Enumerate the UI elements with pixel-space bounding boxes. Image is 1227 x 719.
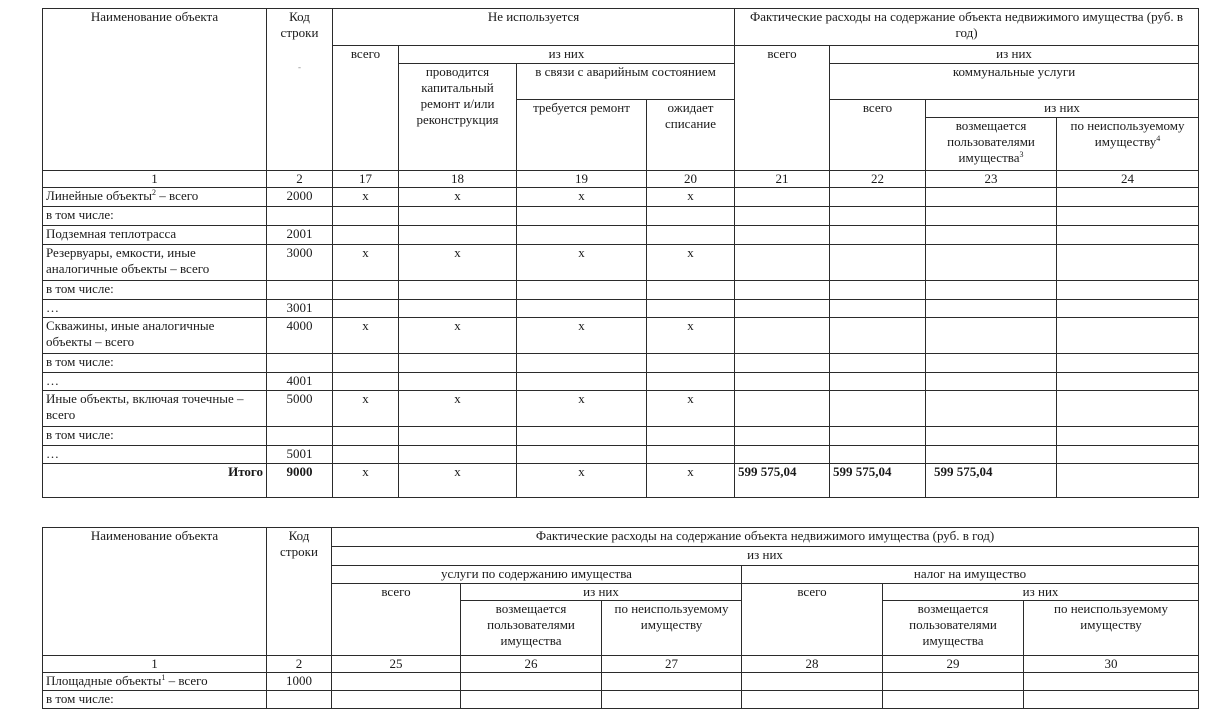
column-number: 28	[742, 656, 883, 673]
cell-18: х	[399, 391, 517, 427]
column-numbers-row	[43, 171, 1199, 188]
table-row	[43, 207, 1199, 226]
table-row	[43, 226, 1199, 245]
header-not-used-of-them: из них	[399, 46, 735, 64]
row-name: …	[43, 300, 267, 318]
table-row	[43, 427, 1199, 446]
header-utilities-total: всего	[830, 100, 926, 171]
header-tax-total: всего	[742, 584, 883, 656]
cell-17: х	[333, 245, 399, 281]
row-name: в том числе:	[43, 691, 267, 709]
header-tax-unused: по неиспользуемому имуществу	[1024, 601, 1199, 656]
table-1	[42, 8, 1199, 498]
cell-17: х	[333, 464, 399, 498]
cell-19: х	[517, 391, 647, 427]
column-number: 26	[461, 656, 602, 673]
column-number: 29	[883, 656, 1024, 673]
header-unused-property	[1057, 118, 1199, 171]
table-row	[43, 188, 1199, 207]
column-number: 1	[43, 656, 267, 673]
header-utilities-of-them: из них	[926, 100, 1199, 118]
header-reimbursed	[926, 118, 1057, 171]
cell-18: х	[399, 245, 517, 281]
column-number: 21	[735, 171, 830, 188]
table-row	[43, 391, 1199, 427]
cell-24	[1057, 188, 1199, 207]
header-name-label: Наименование объекта	[90, 9, 219, 24]
row-name: …	[43, 373, 267, 391]
header-reimbursed-footnote: 3	[1019, 150, 1024, 159]
header-awaits-writeoff: ожидает списание	[647, 100, 735, 171]
total-cell-23: 599 575,04	[926, 464, 1057, 498]
column-numbers-row	[43, 656, 1199, 673]
row-name: в том числе:	[43, 207, 267, 226]
header-reimbursed-label: возмещается пользователями имущества	[947, 118, 1035, 165]
header-tax-reimbursed: возмещается пользователями имущества	[883, 601, 1024, 656]
header-capital-repair: проводится капитальный ремонт и/или реконструкция	[399, 64, 517, 171]
column-number: 18	[399, 171, 517, 188]
column-number: 19	[517, 171, 647, 188]
column-number: 23	[926, 171, 1057, 188]
column-number: 17	[333, 171, 399, 188]
header-name: Наименование объекта	[43, 528, 267, 656]
row-name: Иные объекты, включая точечные – всего	[43, 391, 267, 427]
cell-18: х	[399, 188, 517, 207]
cell-19: х	[517, 245, 647, 281]
header-actual-expenses: Фактические расходы на содержание объекта недвижимого имущества (руб. в год)	[735, 9, 1199, 46]
table-row	[43, 354, 1199, 373]
column-number: 30	[1024, 656, 1199, 673]
table-row	[43, 446, 1199, 464]
header-unused-property-footnote: 4	[1156, 134, 1161, 143]
row-name: Скважины, иные аналогичные объекты – всего	[43, 318, 267, 354]
column-number: 20	[647, 171, 735, 188]
cell-22	[830, 188, 926, 207]
total-code: 9000	[267, 464, 333, 498]
header-maintenance-of-them: из них	[461, 584, 742, 601]
row-code: 4001	[267, 373, 333, 391]
column-number: 27	[602, 656, 742, 673]
header-actual-expenses: Фактические расходы на содержание объекта недвижимого имущества (руб. в год)	[332, 528, 1199, 547]
row-code: 5000	[267, 391, 333, 427]
header-maintenance-services: услуги по содержанию имущества	[332, 566, 742, 584]
cell-20: х	[647, 464, 735, 498]
cell-19: х	[517, 318, 647, 354]
header-unused-property-label: по неиспользуемому имуществу	[1070, 118, 1185, 149]
header-emergency-state: в связи с аварийным состоянием	[517, 64, 735, 100]
total-row	[43, 464, 1199, 498]
header-maintenance-total: всего	[332, 584, 461, 656]
table-2	[42, 527, 1199, 709]
column-number: 22	[830, 171, 926, 188]
column-number: 24	[1057, 171, 1199, 188]
column-number: 25	[332, 656, 461, 673]
column-number: 2	[267, 171, 333, 188]
row-name: в том числе:	[43, 281, 267, 300]
row-name: Подземная теплотрасса	[43, 226, 267, 245]
cell-20: х	[647, 318, 735, 354]
row-code: 1000	[267, 673, 332, 691]
header-actual-of-them: из них	[830, 46, 1199, 64]
total-cell-24	[1057, 464, 1199, 498]
row-name: …	[43, 446, 267, 464]
column-number: 2	[267, 656, 332, 673]
header-maintenance-reimbursed: возмещается пользователями имущества	[461, 601, 602, 656]
header-needs-repair: требуется ремонт	[517, 100, 647, 171]
table-row	[43, 691, 1199, 709]
row-code: 2000	[267, 188, 333, 207]
row-name: в том числе:	[43, 427, 267, 446]
cell-18: х	[399, 464, 517, 498]
header-not-used-total: всего	[333, 46, 399, 171]
row-name: Линейные объекты$^2$ – всего	[43, 188, 267, 207]
header-not-used: Не используется	[333, 9, 735, 46]
header-property-tax: налог на имущество	[742, 566, 1199, 584]
header-utilities: коммунальные услуги	[830, 64, 1199, 100]
row-code: 3000	[267, 245, 333, 281]
header-of-them: из них	[332, 547, 1199, 566]
cell-17: х	[333, 391, 399, 427]
total-cell-22: 599 575,04	[830, 464, 926, 498]
row-code: 5001	[267, 446, 333, 464]
header-code-mark: -	[298, 62, 301, 72]
header-actual-total: всего	[735, 46, 830, 171]
table-row	[43, 281, 1199, 300]
row-name: Резервуары, емкости, иные аналогичные объекты – всего	[43, 245, 267, 281]
cell-19: х	[517, 188, 647, 207]
header-maintenance-unused: по неиспользуемому имуществу	[602, 601, 742, 656]
row-code	[267, 207, 333, 226]
cell-20: х	[647, 245, 735, 281]
table-row	[43, 245, 1199, 281]
header-code	[267, 9, 333, 171]
cell-21	[735, 188, 830, 207]
row-name: в том числе:	[43, 354, 267, 373]
table-row	[43, 300, 1199, 318]
header-code-label: Код строки	[280, 9, 319, 40]
row-code: 2001	[267, 226, 333, 245]
cell-17: х	[333, 188, 399, 207]
table-row	[43, 373, 1199, 391]
total-label: Итого	[43, 464, 267, 498]
cell-20: х	[647, 188, 735, 207]
row-code: 3001	[267, 300, 333, 318]
cell-23	[926, 188, 1057, 207]
header-code: Код строки	[267, 528, 332, 656]
cell-19: х	[517, 464, 647, 498]
cell-17: х	[333, 318, 399, 354]
column-number: 1	[43, 171, 267, 188]
row-code: 4000	[267, 318, 333, 354]
cell-20: х	[647, 391, 735, 427]
header-tax-of-them: из них	[883, 584, 1199, 601]
table-row	[43, 318, 1199, 354]
row-name: Площадные объекты$^1$ – всего	[43, 673, 267, 691]
header-name	[43, 9, 267, 171]
table-row	[43, 673, 1199, 691]
cell-18: х	[399, 318, 517, 354]
total-cell-21: 599 575,04	[735, 464, 830, 498]
